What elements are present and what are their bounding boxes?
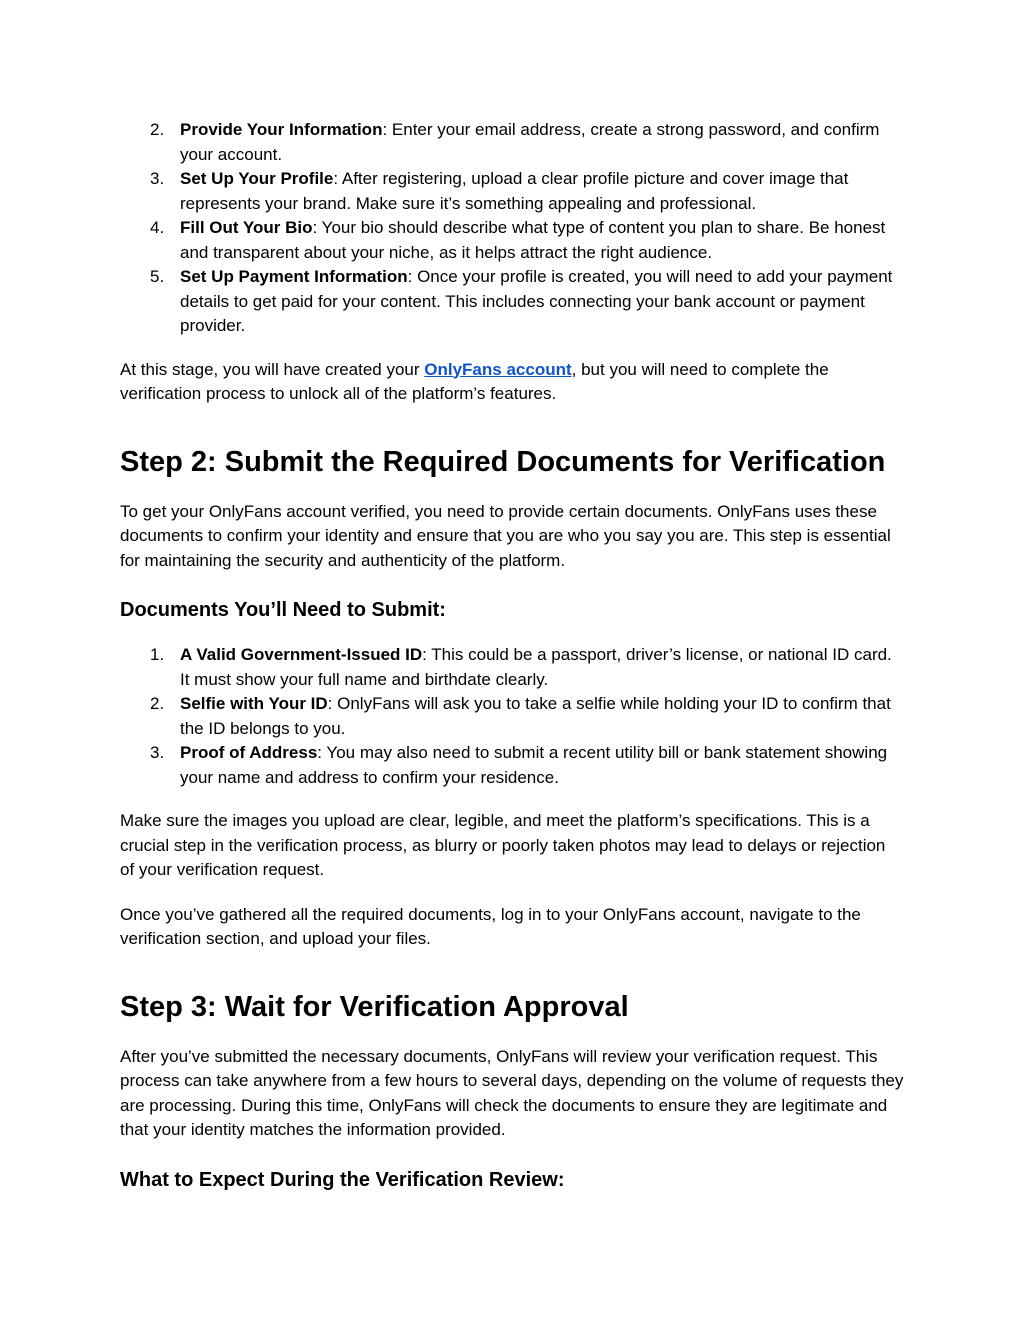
list-term: Set Up Your Profile: [180, 169, 334, 188]
stage-text-before: At this stage, you will have created your: [120, 359, 425, 379]
step2-intro: To get your OnlyFans account verified, you need to provide certain documents. OnlyFans uses these documents to confirm your identity and ensure that you are who you say you are. This step is essential for maintaining the security and authenticity of the platform.: [120, 501, 891, 570]
step3-heading: Step 3: Wait for Verification Approval: [120, 990, 629, 1023]
list-item: [120, 692, 904, 741]
stage-paragraph: [120, 358, 904, 407]
list-text: : This could be a passport, driver’s license, or national ID card. It must show your full name and birthdate clearly.: [180, 645, 892, 689]
list-term: Proof of Address: [180, 743, 318, 762]
upload-paragraph: Once you’ve gathered all the required documents, log in to your OnlyFans account, navigate to the verification section, and upload your files.: [120, 904, 861, 948]
document-page: [120, 118, 904, 1193]
list-term: Selfie with Your ID: [180, 694, 328, 713]
review-subheading: What to Expect During the Verification Review:: [120, 1168, 565, 1191]
step3-intro: After you’ve submitted the necessary documents, OnlyFans will review your verification request. This process can take anywhere from a few hours to several days, depending on the volume of requests they are processing. During this time, OnlyFans will check the documents to ensure they are legitimate and that your identity matches the information provided.: [120, 1046, 904, 1139]
images-paragraph: Make sure the images you upload are clear, legible, and meet the platform’s specifications. This is a crucial step in the verification process, as blurry or poorly taken photos may lead to delays or rejection of your verification request.: [120, 811, 886, 879]
list-text: : OnlyFans will ask you to take a selfie while holding your ID to confirm that the ID belongs to you.: [180, 694, 891, 738]
list-item: [120, 216, 904, 265]
list-term: Fill Out Your Bio: [180, 218, 313, 237]
list-text: : Once your profile is created, you will need to add your payment details to get paid for your content. This includes connecting your bank account or payment provider.: [180, 267, 893, 335]
list-number: 5.: [150, 267, 165, 286]
documents-subheading: Documents You’ll Need to Submit:: [120, 599, 446, 621]
list-item: [120, 118, 904, 167]
list-item: [120, 265, 904, 339]
list-text: : Enter your email address, create a strong password, and confirm your account.: [180, 120, 880, 164]
list-term: Provide Your Information: [180, 120, 383, 139]
list-text: : You may also need to submit a recent utility bill or bank statement showing your name and address to confirm your residence.: [180, 743, 888, 787]
list-text: : After registering, upload a clear profile picture and cover image that represents your brand. Make sure it’s something appealing and professional.: [180, 169, 849, 213]
documents-list: [120, 643, 904, 790]
list-number: 2.: [150, 120, 165, 139]
list-item: [120, 741, 904, 790]
onlyfans-account-link[interactable]: OnlyFans account: [424, 359, 572, 379]
list-term: Set Up Payment Information: [180, 267, 408, 286]
signup-steps-list: [120, 118, 904, 339]
list-number: 3.: [150, 169, 165, 188]
list-text: : Your bio should describe what type of content you plan to share. Be honest and transparent about your niche, as it helps attract the right audience.: [180, 218, 886, 262]
list-term: A Valid Government-Issued ID: [180, 645, 423, 664]
list-number: 1.: [150, 645, 165, 664]
list-number: 4.: [150, 218, 165, 237]
list-number: 2.: [150, 694, 165, 713]
stage-text-after: , but you will need to complete the verification process to unlock all of the platform’s features.: [120, 359, 829, 403]
step2-heading: Step 2: Submit the Required Documents for Verification: [120, 445, 886, 478]
list-item: [120, 167, 904, 216]
list-number: 3.: [150, 743, 165, 762]
list-item: [120, 643, 904, 692]
